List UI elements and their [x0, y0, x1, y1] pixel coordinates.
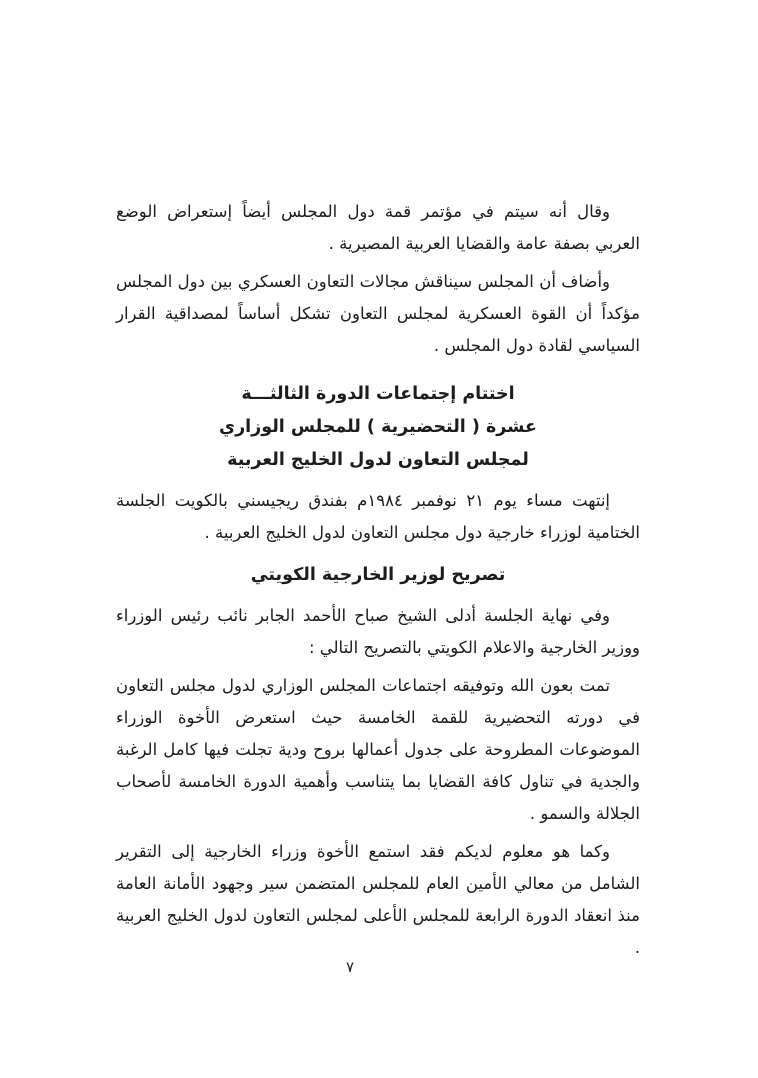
section-heading-statement: تصريح لوزير الخارجية الكويتي	[250, 565, 506, 585]
paragraph-summit-review: وقال أنه سيتم في مؤتمر قمة دول المجلس أيضاً إستعراض الوضع العربي بصفة عامة والقضايا العربية المصيرية .	[116, 202, 640, 253]
heading-closing-line3: لمجلس التعاون لدول الخليج العربية	[227, 450, 529, 470]
paragraph-military-cooperation: وأضاف أن المجلس سيناقش مجالات التعاون العسكري بين دول المجلس مؤكداً أن القوة العسكرية لمجلس التعاون تشكل أساساً لمصداقية القرار السياسي لقادة دول المجلس .	[116, 272, 640, 355]
paragraph-statement-intro: وفي نهاية الجلسة أدلى الشيخ صباح الأحمد الجابر نائب رئيس الوزراء ووزير الخارجية والاعلام الكويتي بالتصريح التالي :	[116, 606, 640, 657]
heading-closing-line1: اختتام إجتماعات الدورة الثالثـــة	[241, 384, 515, 404]
page-number: ٧	[345, 958, 355, 976]
paragraph-session-end: إنتهت مساء يوم ٢١ نوفمبر ١٩٨٤م بفندق ريجيسني بالكويت الجلسة الختامية لوزراء خارجية دول مجلس التعاون لدول الخليج العربية .	[116, 491, 640, 542]
paragraph-statement-report: وكما هو معلوم لديكم فقد استمع الأخوة وزراء الخارجية إلى التقرير الشامل من معالي الأمين العام للمجلس المتضمن سير وجهود الأمانة العامة منذ انعقاد الدورة الرابعة للمجلس الأعلى لمجلس التعاون لدول الخليج العربية .	[116, 842, 640, 957]
section-heading-closing	[116, 378, 640, 477]
document-text-block	[116, 196, 640, 970]
heading-closing-line2: عشرة ( التحضيرية ) للمجلس الوزاري	[219, 417, 537, 437]
paragraph-statement-body: تمت بعون الله وتوفيقه اجتماعات المجلس الوزاري لدول مجلس التعاون في دورته التحضيرية للقمة الخامسة حيث استعرض الأخوة الوزراء الموضوعات المطروحة على جدول أعمالها بروح ودية تجلت فيها كامل الرغبة والجدية في تناول كافة القضايا بما يتناسب وأهمية الدورة الخامسة لأصحاب الجلالة والسمو .	[116, 676, 640, 823]
